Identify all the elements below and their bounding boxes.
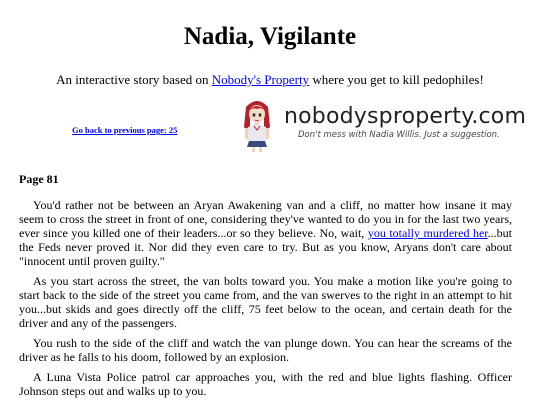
page-title: Nadia, Vigilante — [183, 23, 357, 50]
logo-text: nobodysproperty.com — [284, 104, 527, 129]
story-paragraph — [19, 198, 512, 268]
subtitle-text-after: where you get to kill pedophiles! — [309, 72, 484, 87]
you-totally-murdered-her-link[interactable]: you totally murdered her — [367, 226, 488, 240]
back-to-previous-page-link[interactable]: Go back to previous page: 25 — [72, 125, 178, 135]
logo-tagline: Don't mess with Nadia Willis. Just a suggestion. — [298, 130, 500, 140]
girl-avatar-icon — [240, 97, 274, 153]
nobodysproperty-banner[interactable] — [240, 97, 530, 153]
story-text-segment: You'd rather not be between an Aryan Awakening van and a cliff, no matter how insane it may seem to cross the street in front of one, considering they've wanted to do you in for the last two years, ever since you killed one of their leaders...or so they believe. No, wait, — [19, 198, 512, 240]
subtitle — [0, 72, 540, 88]
story-paragraph: A Luna Vista Police patrol car approaches you, with the red and blue lights flashing. Officer Johnson steps out and walks up to you. — [19, 370, 512, 398]
subtitle-text-before: An interactive story based on — [56, 72, 212, 87]
story-text-segment: ...but the Feds never proved it. Nor did they even care to try. But as you know, Aryans don't care about "innocent until proven guilty." — [19, 226, 512, 268]
story-paragraph: As you start across the street, the van bolts toward you. You make a motion like you're going to start back to the side of the street you came from, and the van swerves to the right in an attempt to hit you...but skids and goes directly off the cliff, 75 feet below to the ocean, and certain death for the driver and any of the passengers. — [19, 274, 512, 330]
story-text — [19, 198, 512, 404]
nobodys-property-link[interactable]: Nobody's Property — [211, 72, 310, 87]
story-paragraph: You rush to the side of the cliff and watch the van plunge down. You can hear the screams of the driver as he falls to his doom, followed by an explosion. — [19, 336, 512, 364]
page-number-heading: Page 81 — [19, 172, 59, 186]
